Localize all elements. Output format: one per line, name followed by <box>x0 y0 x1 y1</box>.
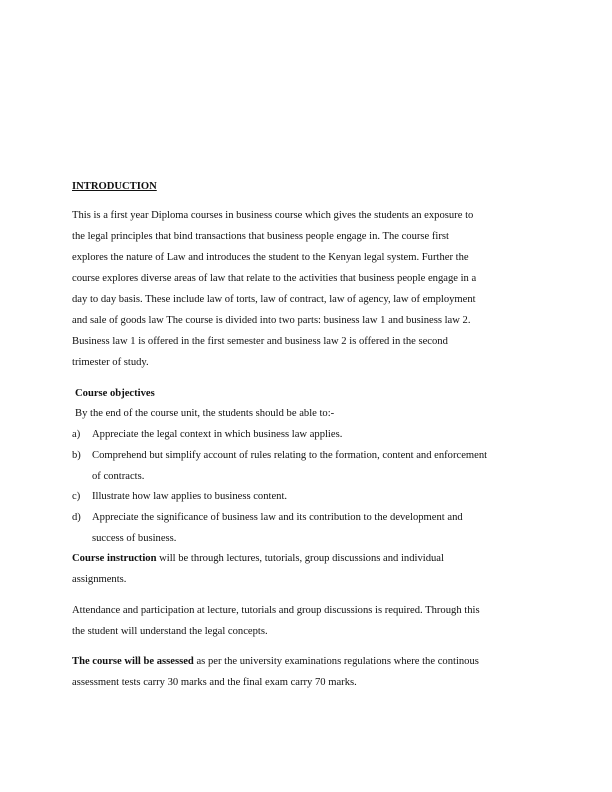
list-marker: b) <box>72 450 81 461</box>
instruction-line: assignments. <box>72 574 127 585</box>
list-marker: a) <box>72 429 81 440</box>
instruction-rest: will be through lectures, tutorials, group discussions and individual <box>156 553 444 564</box>
instruction-line <box>72 552 444 566</box>
instruction-bold: Course instruction <box>72 553 157 564</box>
objectives-heading: Course objectives <box>75 388 155 399</box>
attendance-line: Attendance and participation at lecture, tutorials and group discussions is required. Through this <box>72 605 480 616</box>
intro-line: and sale of goods law The course is divided into two parts: business law 1 and business law 2. <box>72 315 471 326</box>
objective-item-continuation: success of business. <box>92 533 177 544</box>
assessment-line <box>72 655 479 669</box>
objective-item-continuation: of contracts. <box>92 471 145 482</box>
section-heading-introduction: INTRODUCTION <box>72 181 157 192</box>
intro-line: explores the nature of Law and introduces the student to the Kenyan legal system. Further the <box>72 252 469 263</box>
assessment-line: assessment tests carry 30 marks and the final exam carry 70 marks. <box>72 677 357 688</box>
assessment-rest: as per the university examinations regulations where the continous <box>193 656 479 667</box>
objective-item: Illustrate how law applies to business content. <box>92 491 288 502</box>
attendance-line: the student will understand the legal concepts. <box>72 626 268 637</box>
objectives-lead: By the end of the course unit, the students should be able to:- <box>75 408 335 419</box>
intro-line: day to day basis. These include law of torts, law of contract, law of agency, law of employment <box>72 294 476 305</box>
intro-line: This is a first year Diploma courses in business course which gives the students an exposure to <box>72 210 474 221</box>
intro-line: course explores diverse areas of law that relate to the activities that business people engage in a <box>72 273 477 284</box>
list-marker: c) <box>72 491 81 502</box>
objective-item: Comprehend but simplify account of rules relating to the formation, content and enforcement <box>92 450 488 461</box>
intro-line: trimester of study. <box>72 357 149 368</box>
intro-line: Business law 1 is offered in the first semester and business law 2 is offered in the second <box>72 336 448 347</box>
objective-item: Appreciate the legal context in which business law applies. <box>92 429 343 440</box>
objective-item: Appreciate the significance of business law and its contribution to the development and <box>92 512 463 523</box>
assessment-bold: The course will be assessed <box>72 656 194 667</box>
list-marker: d) <box>72 512 81 523</box>
intro-line: the legal principles that bind transactions that business people engage in. The course first <box>72 231 449 242</box>
